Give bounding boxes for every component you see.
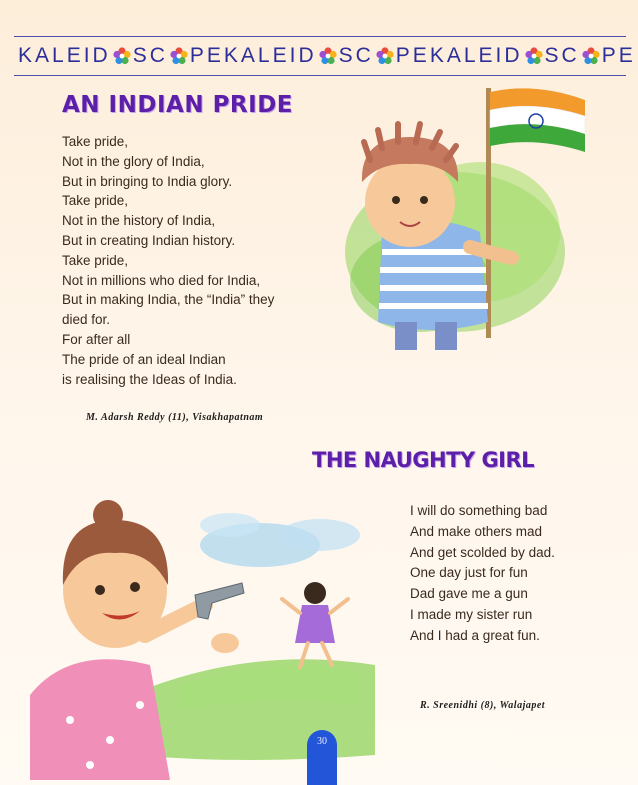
girl-with-gun-illustration [30, 495, 400, 780]
poem-title-naughty-girl: THE NAUGHTY GIRL [312, 448, 535, 472]
poem-line: Take pride, [62, 193, 129, 209]
flower-icon [319, 47, 337, 65]
banner-text: KALEID [18, 44, 111, 67]
poem-body-indian-pride [62, 132, 302, 389]
poem-line: And make others mad [410, 523, 543, 539]
banner-text: PE [601, 44, 636, 67]
banner-logo-1 [18, 44, 224, 68]
flower-icon [170, 47, 188, 65]
banner-text: PE [395, 44, 430, 67]
poem-line: Not in millions who died for India, [62, 272, 261, 288]
poem-line: And I had a great fun. [410, 627, 540, 643]
banner-text: SC [132, 44, 168, 67]
poem-line: is realising the Ideas of India. [62, 371, 237, 387]
poem-line: Dad gave me a gun [410, 586, 528, 602]
flower-icon [525, 47, 543, 65]
poem-title-indian-pride: AN INDIAN PRIDE [62, 92, 293, 118]
banner-text: PE [189, 44, 224, 67]
flower-icon [113, 47, 131, 65]
banner-logo-2 [224, 44, 430, 68]
poem-line: Not in the history of India, [62, 213, 216, 229]
poem-line: But in making India, the “India” they [62, 292, 275, 308]
page-number: 30 [307, 730, 337, 785]
poem-body-naughty-girl [410, 501, 590, 647]
poem-line: Take pride, [62, 134, 129, 149]
poem-line: And get scolded by dad. [410, 544, 555, 560]
banner-text: KALEID [429, 44, 523, 67]
poem-credit-naughty-girl: R. Sreenidhi (8), Walajapet [420, 700, 546, 711]
poem-line: I made my sister run [410, 606, 533, 622]
poem-line: For after all [62, 331, 131, 347]
poem-credit-indian-pride: M. Adarsh Reddy (11), Visakhapatnam [86, 412, 264, 423]
banner-text: KALEID [223, 44, 317, 67]
poem-line: But in bringing to India glory. [62, 173, 233, 189]
poem-line: But in creating Indian history. [62, 232, 236, 248]
flower-icon [376, 47, 394, 65]
poem-line: Take pride, [62, 252, 129, 268]
kaleidoscope-banner [14, 36, 636, 76]
poem-line: died for. [62, 312, 111, 328]
banner-text: SC [544, 44, 580, 67]
banner-logo-3 [430, 44, 636, 68]
boy-with-flag-illustration [320, 82, 620, 352]
poem-line: The pride of an ideal Indian [62, 351, 226, 367]
banner-text: SC [338, 44, 374, 67]
poem-line: Not in the glory of India, [62, 153, 205, 169]
poem-line: I will do something bad [410, 503, 548, 518]
poem-line: One day just for fun [410, 565, 528, 581]
flower-icon [582, 47, 600, 65]
